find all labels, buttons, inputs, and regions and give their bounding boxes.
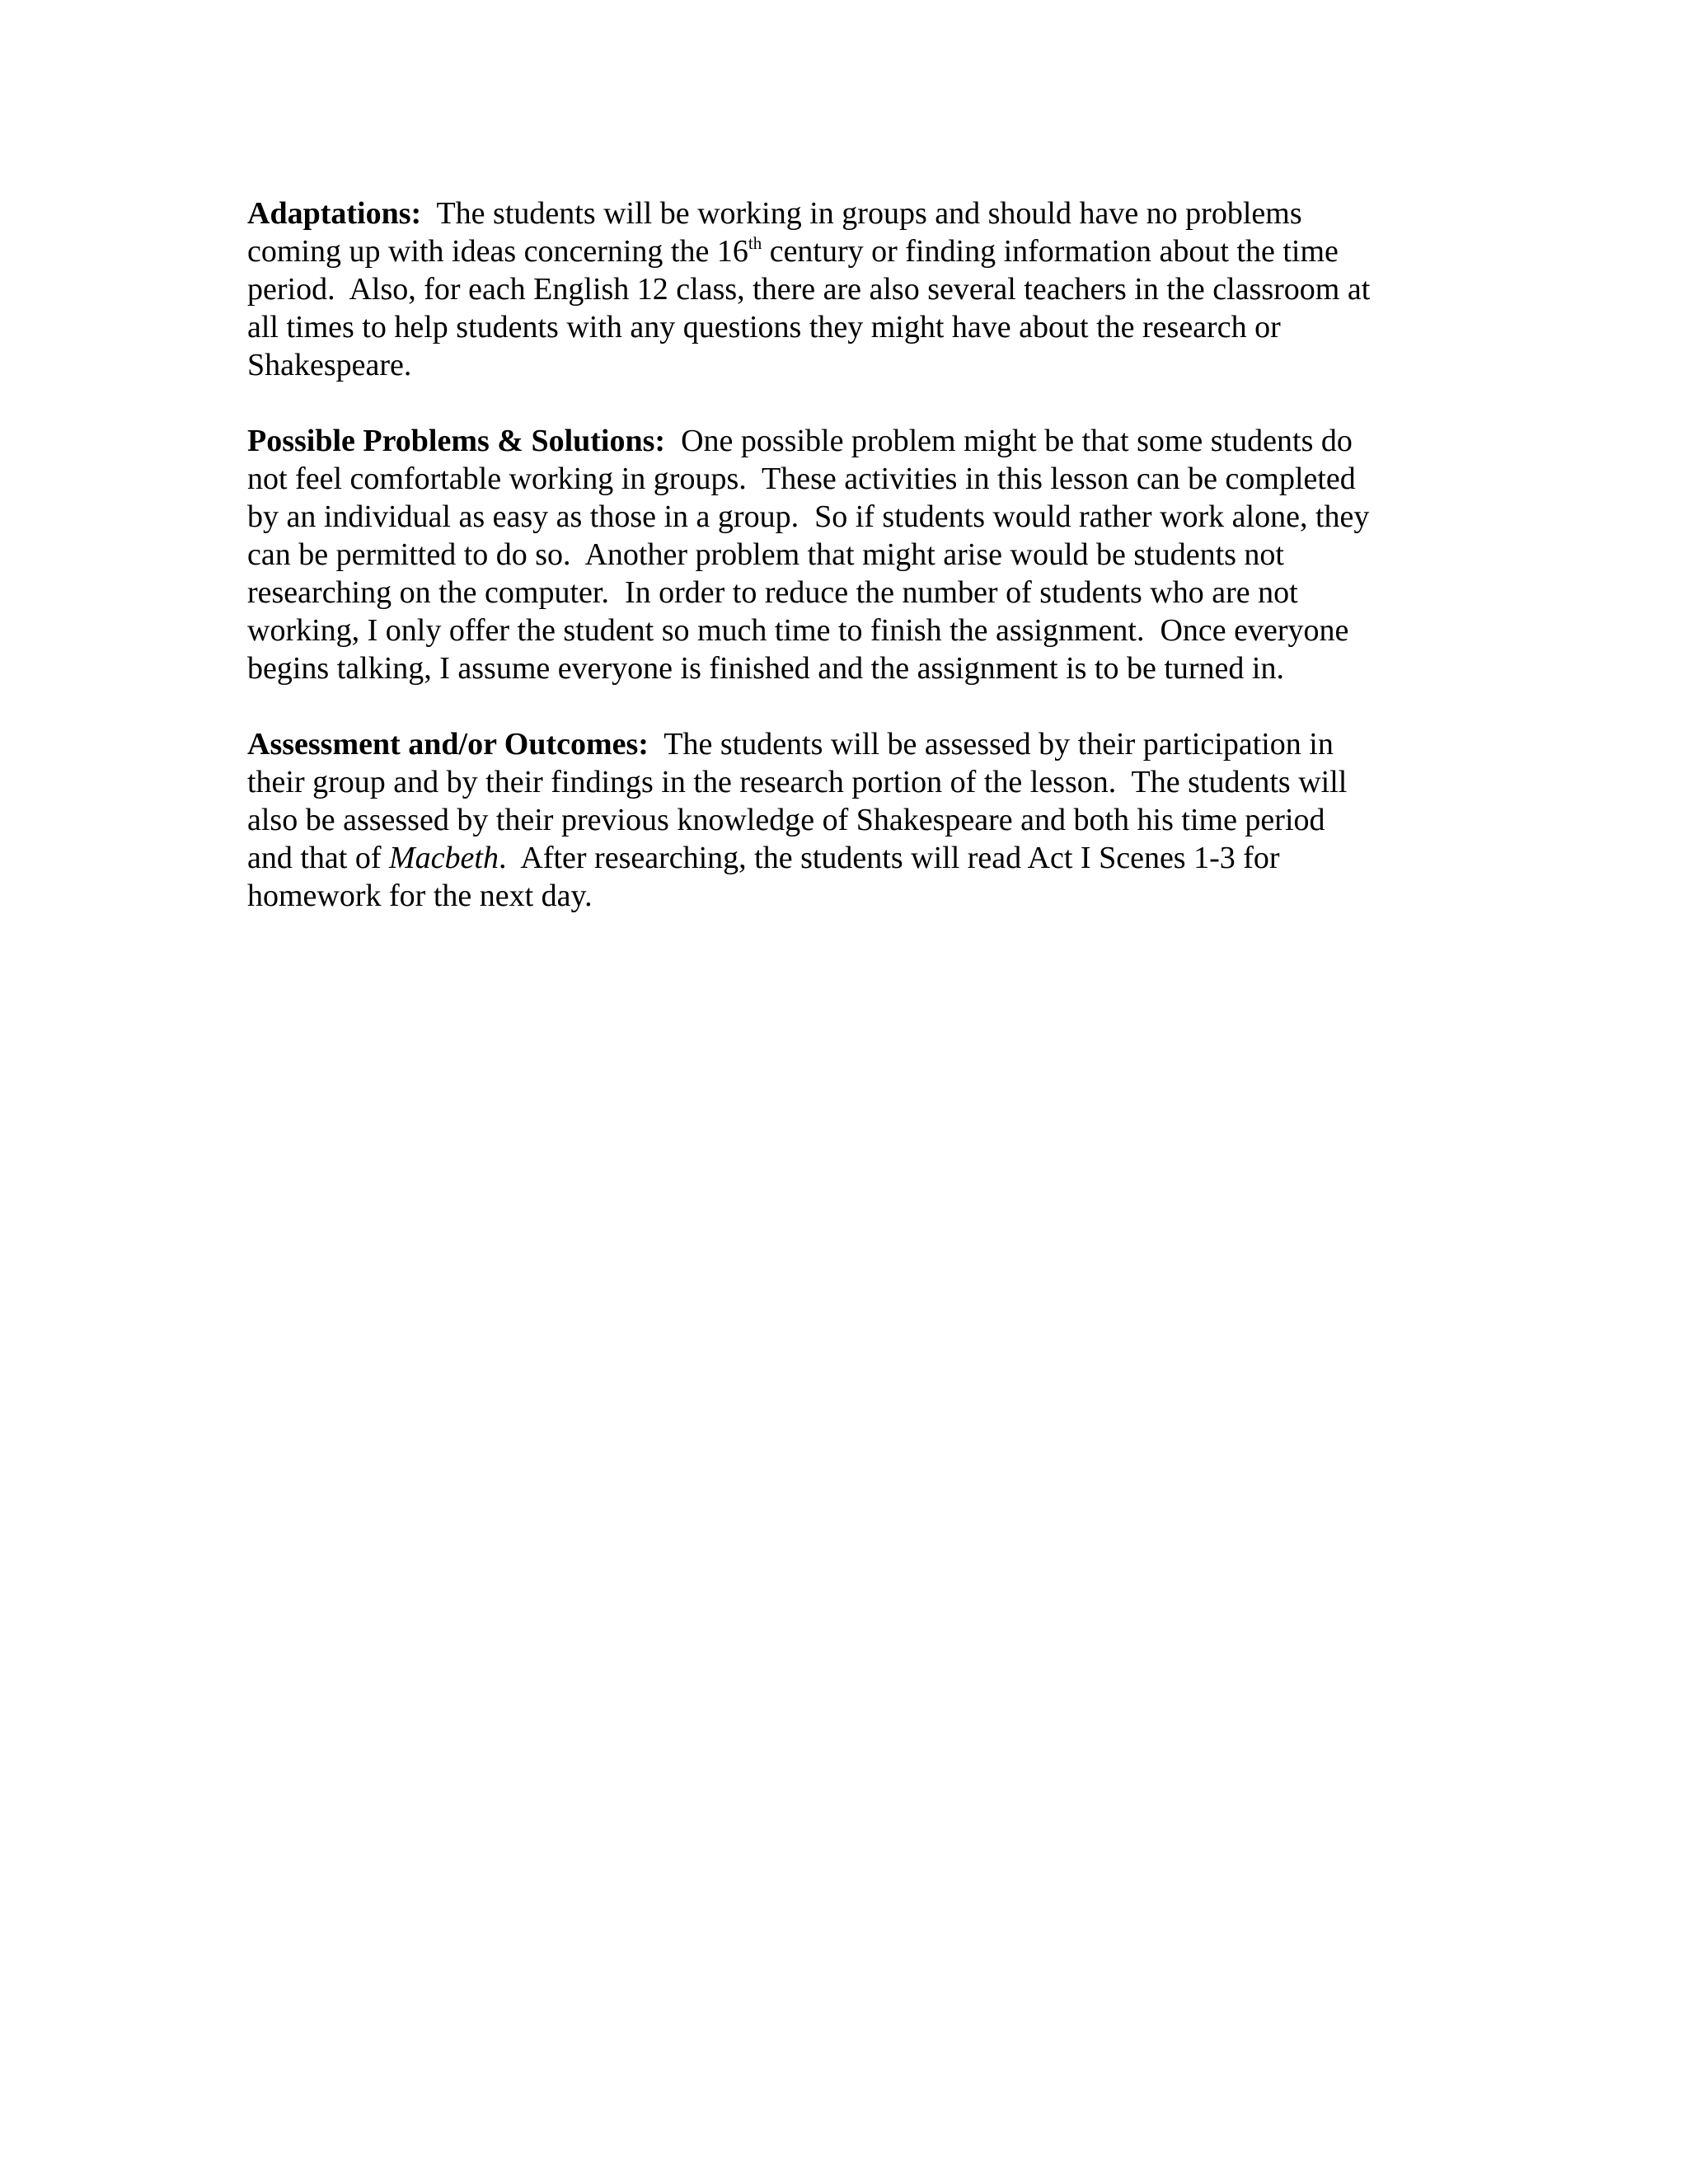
problems-solutions-section [247, 422, 1467, 687]
adaptations-line-3: period. Also, for each English 12 class, there are also several teachers in the classroom at [247, 272, 1371, 307]
adaptations-text: The students will be working in groups and should have no problems [421, 196, 1302, 231]
ordinal-superscript: th [748, 233, 762, 253]
adaptations-line-5: Shakespeare. [247, 348, 412, 382]
assessment-text: and that of [247, 841, 390, 875]
problems-heading: Possible Problems & Solutions: [247, 424, 666, 458]
assessment-line-1 [247, 725, 1467, 763]
problems-line-4: can be permitted to do so. Another problem that might arise would be students not [247, 537, 1284, 572]
assessment-line-2: their group and by their findings in the research portion of the lesson. The students will [247, 765, 1348, 799]
adaptations-line-4: all times to help students with any questions they might have about the research or [247, 310, 1281, 344]
assessment-line-3: also be assessed by their previous knowledge of Shakespeare and both his time period [247, 803, 1325, 837]
problems-text: One possible problem might be that some students do [665, 424, 1353, 458]
assessment-text: . After researching, the students will read Act I Scenes 1-3 for [498, 841, 1280, 875]
problems-line-1 [247, 422, 1467, 460]
problems-line-6: working, I only offer the student so much time to finish the assignment. Once everyone [247, 613, 1349, 648]
problems-line-2: not feel comfortable working in groups. These activities in this lesson can be completed [247, 462, 1356, 496]
adaptations-text: century or finding information about the time [762, 234, 1339, 269]
adaptations-text: coming up with ideas concerning the 16 [247, 234, 748, 269]
adaptations-heading: Adaptations: [247, 196, 422, 231]
assessment-line-4 [247, 839, 1467, 877]
play-title: Macbeth [389, 841, 499, 875]
adaptations-line-2 [247, 232, 1467, 270]
assessment-heading: Assessment and/or Outcomes: [247, 727, 649, 762]
assessment-text: The students will be assessed by their participation in [648, 727, 1334, 762]
problems-line-7: begins talking, I assume everyone is finished and the assignment is to be turned in. [247, 651, 1284, 686]
adaptations-section [247, 194, 1467, 384]
problems-line-5: researching on the computer. In order to reduce the number of students who are not [247, 575, 1298, 610]
assessment-line-5: homework for the next day. [247, 879, 593, 913]
adaptations-line-1 [247, 194, 1467, 232]
assessment-section [247, 725, 1467, 915]
problems-line-3: by an individual as easy as those in a group. So if students would rather work alone, they [247, 499, 1370, 534]
document-body [247, 194, 1467, 953]
